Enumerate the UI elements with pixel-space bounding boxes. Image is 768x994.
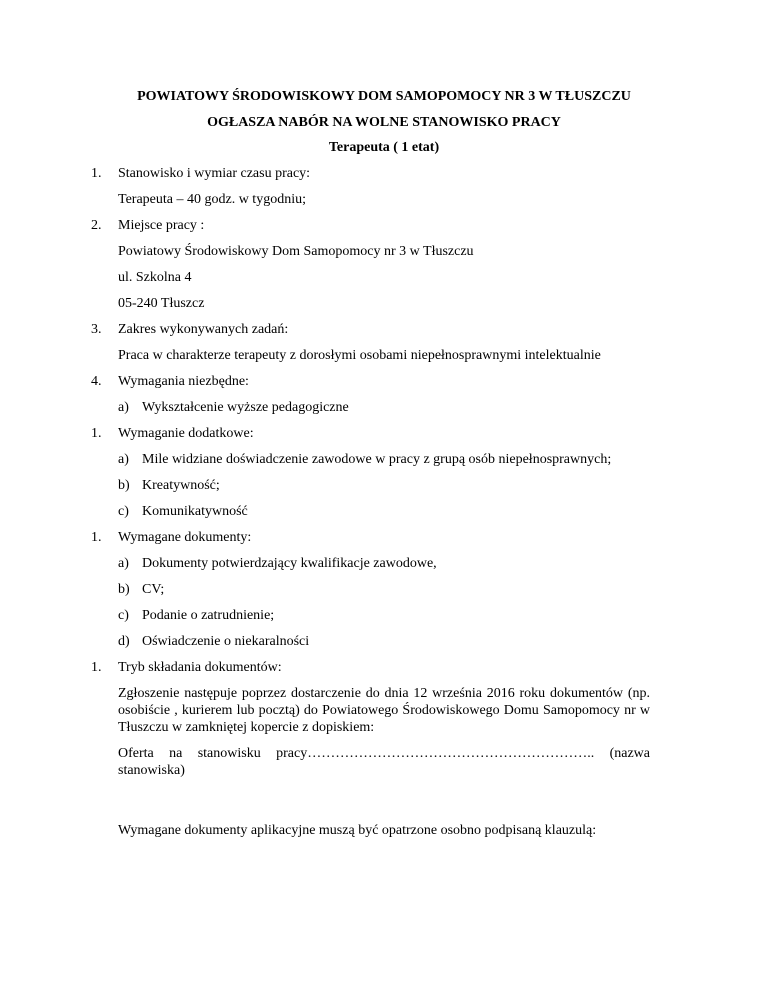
- list-item: Dokumenty potwierdzający kwalifikacje zawodowe,: [142, 556, 437, 571]
- list-item-marker: b): [118, 478, 130, 493]
- list-item-marker: b): [118, 582, 130, 597]
- section-line: ul. Szkolna 4: [118, 270, 192, 285]
- section-number: 4.: [91, 374, 102, 389]
- section-heading: Miejsce pracy :: [118, 218, 205, 233]
- list-item: Mile widziane doświadczenie zawodowe w pracy z grupą osób niepełnosprawnych;: [142, 452, 612, 467]
- section-heading: Wymagania niezbędne:: [118, 374, 249, 389]
- section-heading: Stanowisko i wymiar czasu pracy:: [118, 166, 311, 181]
- list-item-marker: c): [118, 608, 129, 623]
- section-number: 3.: [91, 322, 102, 337]
- section-line: Powiatowy Środowiskowy Dom Samopomocy nr 3 w Tłuszczu: [118, 244, 474, 259]
- list-item: CV;: [142, 582, 165, 597]
- list-item: Kreatywność;: [142, 478, 220, 493]
- section-heading: Wymagane dokumenty:: [118, 530, 252, 545]
- section-line: Praca w charakterze terapeuty z dorosłymi osobami niepełnosprawnymi intelektualnie: [118, 348, 601, 363]
- list-item: Wykształcenie wyższe pedagogiczne: [142, 400, 349, 415]
- section-number: 1.: [91, 530, 102, 545]
- position-title: Terapeuta ( 1 etat): [328, 140, 440, 155]
- clause-paragraph: Wymagane dokumenty aplikacyjne muszą być opatrzone osobno podpisaną klauzulą:: [118, 823, 597, 838]
- section-number: 1.: [91, 660, 102, 675]
- list-item-marker: c): [118, 504, 129, 519]
- section-heading: Tryb składania dokumentów:: [118, 660, 282, 675]
- list-item: Komunikatywność: [142, 504, 248, 519]
- document-subtitle: OGŁASZA NABÓR NA WOLNE STANOWISKO PRACY: [207, 115, 561, 130]
- list-item-marker: d): [118, 634, 130, 649]
- section-number: 2.: [91, 218, 102, 233]
- list-item-marker: a): [118, 400, 129, 415]
- section-line: 05-240 Tłuszcz: [118, 296, 205, 311]
- section-heading: Zakres wykonywanych zadań:: [118, 322, 289, 337]
- list-item-marker: a): [118, 556, 129, 571]
- document-title: POWIATOWY ŚRODOWISKOWY DOM SAMOPOMOCY NR 3 W TŁUSZCZU: [137, 89, 631, 104]
- submission-paragraph: Zgłoszenie następuje poprzez dostarczenie do dnia 12 września 2016 roku dokumentów (np. osobiście , kurierem lub pocztą) do Powiatowego Środowiskowego Domu Samopomocy nr w Tłuszczu w zamkniętej kopercie z dopiskiem:: [118, 686, 650, 735]
- list-item: Podanie o zatrudnienie;: [142, 608, 275, 623]
- section-line: Terapeuta – 40 godz. w tygodniu;: [118, 192, 306, 207]
- section-heading: Wymaganie dodatkowe:: [118, 426, 254, 441]
- offer-label-paragraph: Oferta na stanowisku pracy…………………………………………………….. (nazwa stanowiska): [118, 746, 650, 778]
- list-item: Oświadczenie o niekaralności: [142, 634, 310, 649]
- list-item-marker: a): [118, 452, 129, 467]
- section-number: 1.: [91, 426, 102, 441]
- section-number: 1.: [91, 166, 102, 181]
